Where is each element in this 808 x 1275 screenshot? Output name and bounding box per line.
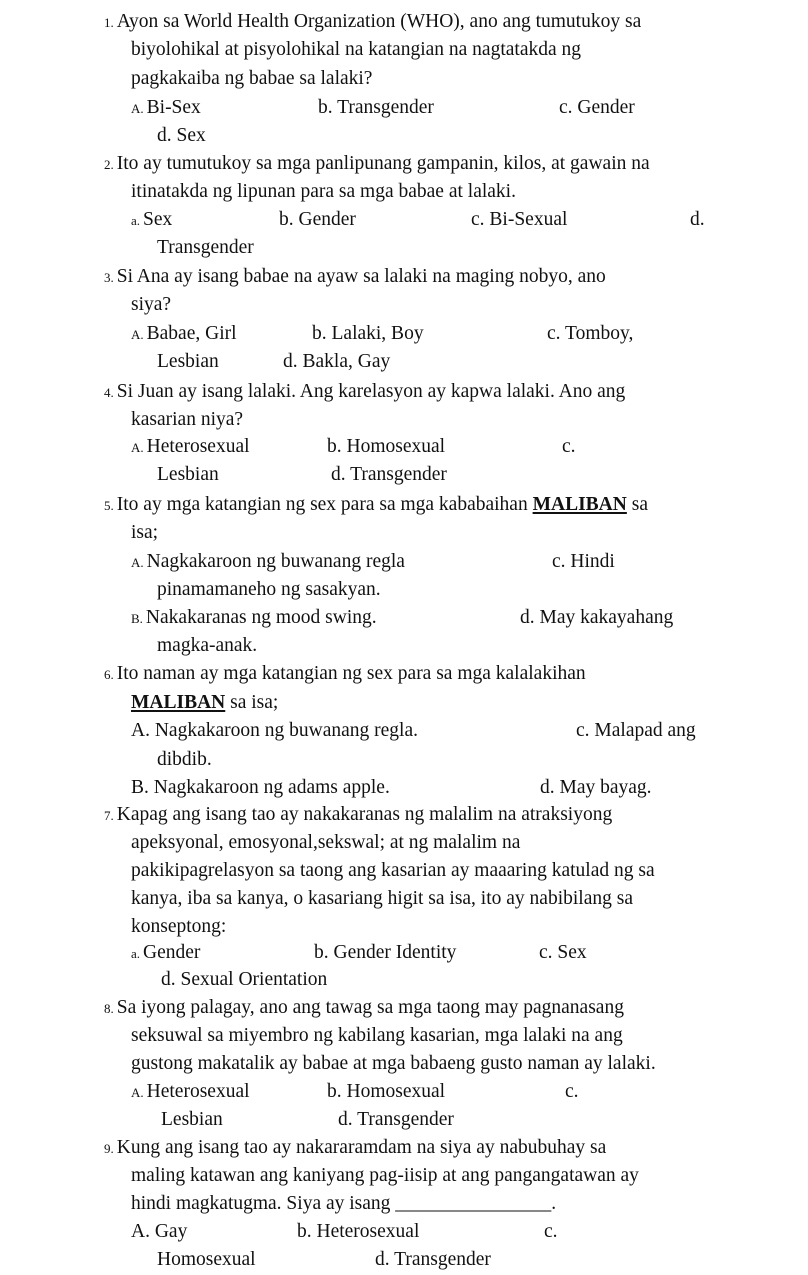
choice-c: c. Bi-Sexual bbox=[471, 209, 568, 230]
question-stem: isa; bbox=[131, 522, 159, 543]
choice-b: B. Nakakaranas ng mood swing. bbox=[131, 607, 377, 628]
choice-c-continued: Homosexual bbox=[157, 1249, 256, 1270]
choice-c-continued: Lesbian bbox=[157, 464, 219, 485]
emphasis-maliban: MALIBAN bbox=[131, 692, 226, 713]
question-stem: 4. Si Juan ay isang lalaki. Ang karelasyon ay kapwa lalaki. Ano ang bbox=[104, 381, 626, 402]
choice-b: b. Heterosexual bbox=[297, 1221, 420, 1242]
choice-d: d. Sexual Orientation bbox=[161, 969, 328, 990]
choice-d: d. bbox=[690, 209, 705, 230]
choice-a: A. Bi-Sex bbox=[131, 97, 201, 118]
choice-a: A. Nagkakaroon ng buwanang regla bbox=[131, 551, 405, 572]
choice-c: c. Gender bbox=[559, 97, 635, 118]
choice-a: A. Gay bbox=[131, 1221, 188, 1242]
choice-c: c. Malapad ang bbox=[576, 720, 696, 741]
choice-c: c. bbox=[562, 436, 576, 457]
choice-c: c. Tomboy, bbox=[547, 323, 634, 344]
question-stem: itinatakda ng lipunan para sa mga babae at lalaki. bbox=[131, 181, 516, 202]
emphasis-maliban: MALIBAN bbox=[532, 494, 627, 515]
question-stem: hindi magkatugma. Siya ay isang ________________. bbox=[131, 1193, 557, 1214]
question-stem: biyolohikal at pisyolohikal na katangian na nagtatakda ng bbox=[131, 39, 582, 60]
choice-c-continued: dibdib. bbox=[157, 749, 212, 770]
choice-d: d. May bayag. bbox=[540, 777, 652, 798]
choice-a: A. Heterosexual bbox=[131, 436, 250, 457]
question-number: 3. bbox=[104, 270, 114, 285]
question-number: 5. bbox=[104, 498, 114, 513]
choice-a: a. Sex bbox=[131, 209, 173, 230]
question-stem: 5. Ito ay mga katangian ng sex para sa mga kababaihan MALIBAN sa bbox=[104, 494, 648, 515]
question-number: 7. bbox=[104, 808, 114, 823]
choice-a: A. Babae, Girl bbox=[131, 323, 237, 344]
choice-b: b. Lalaki, Boy bbox=[312, 323, 424, 344]
question-number: 2. bbox=[104, 157, 114, 172]
question-stem: 7. Kapag ang isang tao ay nakakaranas ng malalim na atraksiyong bbox=[104, 804, 613, 825]
choice-d: d. Transgender bbox=[338, 1109, 454, 1130]
choice-d-continued: Transgender bbox=[157, 237, 254, 258]
question-stem: kanya, iba sa kanya, o kasariang higit sa isa, ito ay nabibilang sa bbox=[131, 888, 633, 909]
question-number: 4. bbox=[104, 385, 114, 400]
choice-c-continued: Lesbian bbox=[157, 351, 219, 372]
choice-b: b. Gender Identity bbox=[314, 942, 457, 963]
question-number: 6. bbox=[104, 667, 114, 682]
question-number: 9. bbox=[104, 1141, 114, 1156]
choice-d: d. Bakla, Gay bbox=[283, 351, 391, 372]
choice-c-continued: Lesbian bbox=[161, 1109, 223, 1130]
question-stem: 8. Sa iyong palagay, ano ang tawag sa mga taong may pagnanasang bbox=[104, 997, 624, 1018]
question-stem: siya? bbox=[131, 294, 172, 315]
choice-d: d. Transgender bbox=[375, 1249, 491, 1270]
choice-c: c. bbox=[544, 1221, 558, 1242]
question-stem: konseptong: bbox=[131, 916, 227, 937]
question-stem: 6. Ito naman ay mga katangian ng sex para sa mga kalalakihan bbox=[104, 663, 586, 684]
choice-c: c. bbox=[565, 1081, 579, 1102]
choice-b: B. Nagkakaroon ng adams apple. bbox=[131, 777, 390, 798]
choice-b: b. Homosexual bbox=[327, 436, 446, 457]
answer-blank: ________________ bbox=[395, 1193, 552, 1214]
choice-d: d. May kakayahang bbox=[520, 607, 674, 628]
question-stem: gustong makatalik ay babae at mga babaeng gusto naman ay lalaki. bbox=[131, 1053, 656, 1074]
choice-c: c. Sex bbox=[539, 942, 587, 963]
question-number: 8. bbox=[104, 1001, 114, 1016]
question-stem: 1. Ayon sa World Health Organization (WHO), ano ang tumutukoy sa bbox=[104, 11, 642, 32]
choice-b: b. Transgender bbox=[318, 97, 434, 118]
question-stem: 3. Si Ana ay isang babae na ayaw sa lalaki na maging nobyo, ano bbox=[104, 266, 606, 287]
question-stem: apeksyonal, emosyonal,sekswal; at ng malalim na bbox=[131, 832, 521, 853]
choice-a: a. Gender bbox=[131, 942, 201, 963]
choice-b: b. Homosexual bbox=[327, 1081, 446, 1102]
question-stem: 2. Ito ay tumutukoy sa mga panlipunang gampanin, kilos, at gawain na bbox=[104, 153, 650, 174]
choice-d: d. Transgender bbox=[331, 464, 447, 485]
question-stem: pagkakaiba ng babae sa lalaki? bbox=[131, 68, 373, 89]
question-stem: maling katawan ang kaniyang pag-iisip at ang pangangatawan ay bbox=[131, 1165, 639, 1186]
question-stem: pakikipagrelasyon sa taong ang kasarian ay maaaring katulad ng sa bbox=[131, 860, 655, 881]
choice-b: b. Gender bbox=[279, 209, 356, 230]
question-stem: seksuwal sa miyembro ng kabilang kasarian, mga lalaki na ang bbox=[131, 1025, 623, 1046]
question-stem: MALIBAN sa isa; bbox=[131, 692, 279, 713]
question-stem: 9. Kung ang isang tao ay nakararamdam na siya ay nabubuhay sa bbox=[104, 1137, 607, 1158]
question-stem: kasarian niya? bbox=[131, 409, 244, 430]
choice-d: d. Sex bbox=[157, 125, 206, 146]
choice-a: A. Nagkakaroon ng buwanang regla. bbox=[131, 720, 418, 741]
choice-c-continued: pinamamaneho ng sasakyan. bbox=[157, 579, 381, 600]
choice-d-continued: magka-anak. bbox=[157, 635, 258, 656]
choice-c: c. Hindi bbox=[552, 551, 615, 572]
choice-a: A. Heterosexual bbox=[131, 1081, 250, 1102]
question-number: 1. bbox=[104, 15, 114, 30]
